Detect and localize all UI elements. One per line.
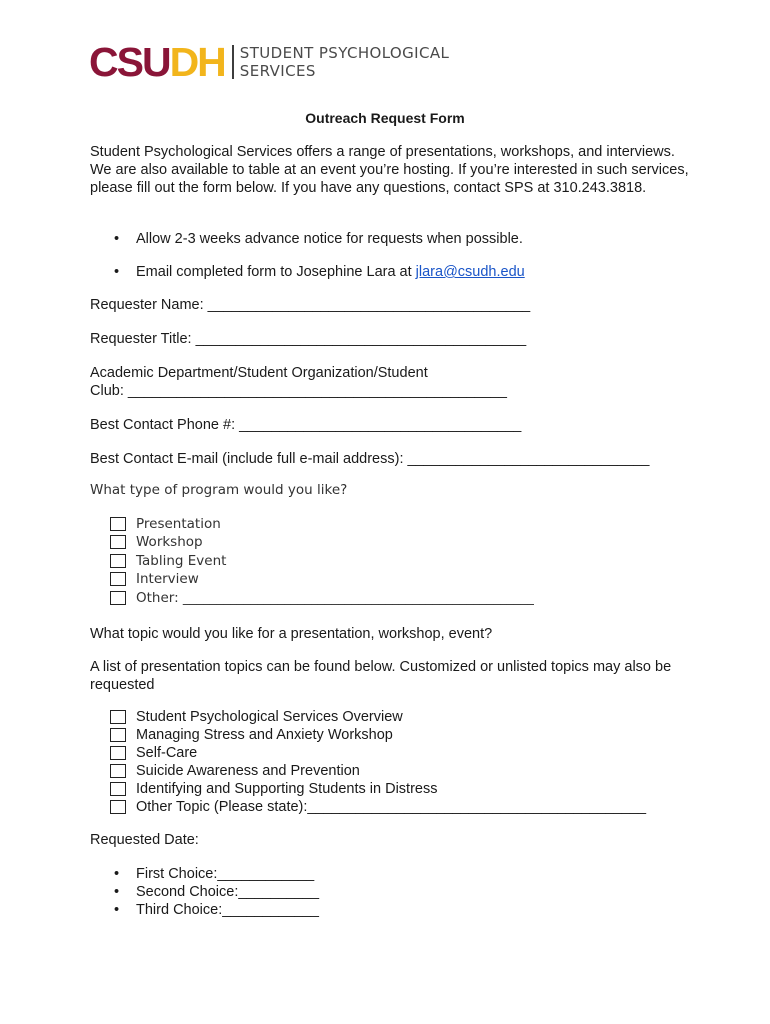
date-choice-label[interactable]: First Choice:____________ <box>136 866 315 882</box>
topic-option[interactable] <box>110 726 393 744</box>
topic-option[interactable] <box>110 780 437 798</box>
topic-option[interactable] <box>110 744 197 762</box>
logo-divider <box>232 45 234 79</box>
checkbox[interactable] <box>110 554 126 568</box>
logo-csu-text: CSU <box>89 39 170 85</box>
program-option-label: Presentation <box>136 516 221 532</box>
date-choice-label[interactable]: Third Choice:____________ <box>136 902 319 918</box>
bullet-icon: • <box>114 231 120 247</box>
topic-option-label: Student Psychological Services Overview <box>136 709 403 725</box>
checkbox[interactable] <box>110 764 126 778</box>
field-department-line1: Academic Department/Student Organization/Student <box>90 365 428 381</box>
topic-note: A list of presentation topics can be found below. Customized or unlisted topics may also be requested <box>90 659 672 693</box>
logo-department <box>240 44 449 80</box>
field-requester-name[interactable]: Requester Name: ________________________________________ <box>90 297 531 313</box>
checkbox[interactable] <box>110 710 126 724</box>
checkbox[interactable] <box>110 800 126 814</box>
bullet-icon: • <box>114 264 120 280</box>
note-text <box>136 263 525 281</box>
program-option-label: Other: ____________________________________________________ <box>136 590 534 606</box>
checkbox[interactable] <box>110 728 126 742</box>
topic-option[interactable] <box>110 798 646 816</box>
logo-line-1: STUDENT PSYCHOLOGICAL <box>239 44 450 62</box>
checkbox[interactable] <box>110 591 126 605</box>
bullet-icon: • <box>114 884 120 900</box>
field-contact-email[interactable]: Best Contact E-mail (include full e-mail address): ______________________________ <box>90 451 650 467</box>
logo-line-2: SERVICES <box>239 62 316 80</box>
email-link[interactable]: jlara@csudh.edu <box>415 264 525 280</box>
note-email-text: Email completed form to Josephine Lara at <box>136 264 416 280</box>
field-contact-phone[interactable]: Best Contact Phone #: ___________________________________ <box>90 417 522 433</box>
program-option[interactable] <box>110 533 203 551</box>
field-requester-title[interactable]: Requester Title: _________________________________________ <box>90 331 527 347</box>
checkbox[interactable] <box>110 782 126 796</box>
checkbox[interactable] <box>110 517 126 531</box>
bullet-icon: • <box>114 902 120 918</box>
program-question: What type of program would you like? <box>90 482 348 498</box>
topic-option-label: Identifying and Supporting Students in Distress <box>136 781 438 797</box>
program-option[interactable] <box>110 552 226 570</box>
program-option-label: Interview <box>136 571 199 587</box>
note-text: Allow 2-3 weeks advance notice for requests when possible. <box>136 231 523 247</box>
bullet-icon: • <box>114 866 120 882</box>
program-option[interactable] <box>110 515 221 533</box>
program-option-label: Workshop <box>136 534 203 550</box>
form-title: Outreach Request Form <box>305 110 465 126</box>
requested-date-label: Requested Date: <box>90 832 199 848</box>
topic-option[interactable] <box>110 708 403 726</box>
program-option-label: Tabling Event <box>136 553 227 569</box>
topic-option-label: Self-Care <box>136 745 198 761</box>
checkbox[interactable] <box>110 572 126 586</box>
checkbox[interactable] <box>110 535 126 549</box>
logo-dh-text: DH <box>169 39 225 85</box>
topic-option-label: Suicide Awareness and Prevention <box>136 763 360 779</box>
program-option[interactable] <box>110 589 534 607</box>
topic-option[interactable] <box>110 762 360 780</box>
intro-paragraph: Student Psychological Services offers a range of presentations, workshops, and interviews. We are also available to table at an event you’re hosting. If you’re interested in such services, please fill out the form below. If you have any questions, contact SPS at 310.243.3818. <box>90 144 689 196</box>
topic-option-label: Managing Stress and Anxiety Workshop <box>136 727 393 743</box>
date-choice-label[interactable]: Second Choice:__________ <box>136 884 320 900</box>
topic-option-label: Other Topic (Please state):__________________________________________ <box>136 799 647 815</box>
topic-question: What topic would you like for a presentation, workshop, event? <box>90 626 493 642</box>
field-department[interactable]: Club: _______________________________________________ <box>90 383 507 399</box>
program-option[interactable] <box>110 570 199 588</box>
checkbox[interactable] <box>110 746 126 760</box>
csudh-logo <box>89 39 450 85</box>
